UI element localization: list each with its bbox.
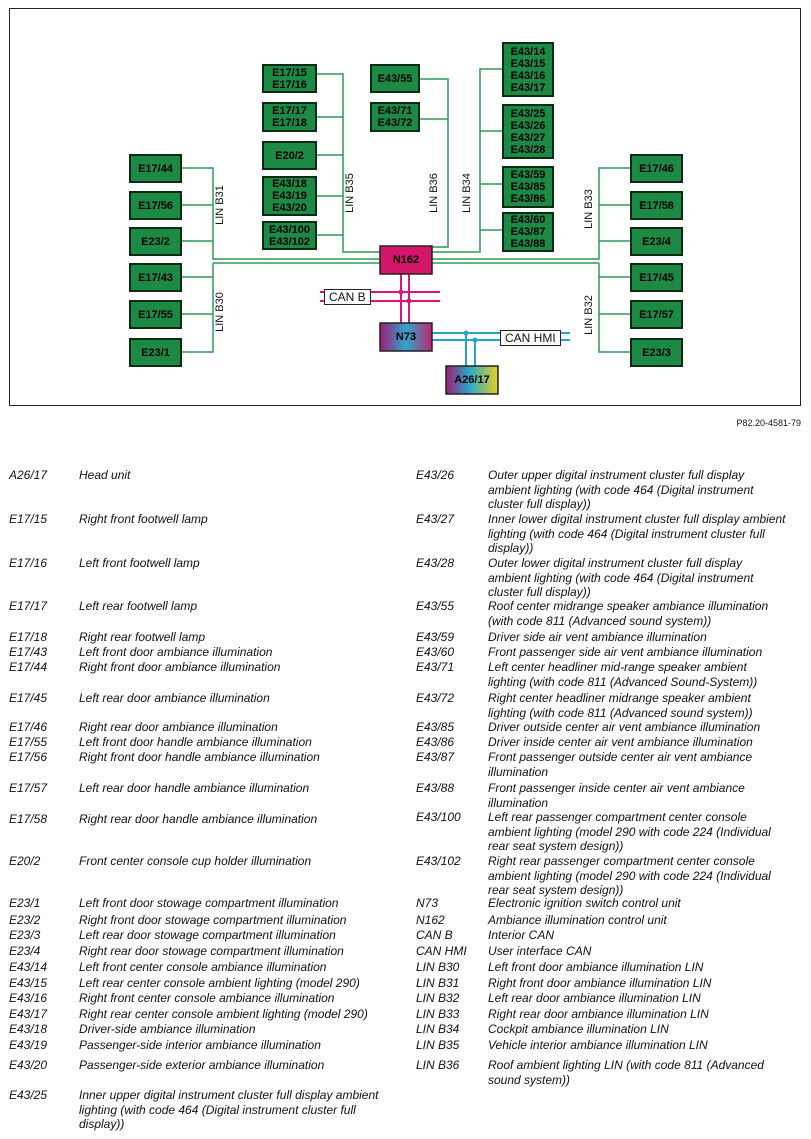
- legend-code: E43/102: [416, 854, 461, 868]
- legend-code: E43/88: [416, 781, 455, 795]
- module-e17-45: [630, 263, 683, 292]
- legend-description: User interface CAN: [488, 944, 592, 958]
- box-line: E17/15: [272, 66, 307, 79]
- box-line: E43/87: [510, 226, 546, 238]
- box-line: E43/14: [510, 45, 546, 58]
- legend-description: Left rear center console ambient lighting (model 290): [79, 976, 360, 990]
- legend-description: Left rear door ambiance illumination LIN: [488, 991, 701, 1005]
- label-can-b: CAN B: [324, 289, 371, 305]
- box-line: E17/18: [272, 117, 307, 129]
- box-line: A26/17: [454, 374, 490, 386]
- legend-code: LIN B30: [416, 960, 460, 974]
- lin-b35-line: [317, 74, 380, 252]
- box-line: E43/59: [510, 169, 546, 181]
- legend-code: N162: [416, 913, 445, 927]
- module-e43-55: [370, 64, 420, 93]
- legend-code: E17/43: [9, 645, 48, 659]
- legend-code: E43/19: [9, 1038, 48, 1052]
- box-line: E43/15: [510, 57, 546, 70]
- box-line: E23/3: [642, 346, 671, 359]
- box-line: E43/26: [510, 119, 546, 132]
- box-line: E17/45: [639, 271, 674, 284]
- module-n73: [380, 323, 432, 351]
- legend-code: LIN B31: [416, 976, 460, 990]
- module-n162: [380, 246, 432, 274]
- box-line: E17/16: [272, 78, 307, 91]
- module-e20-2: [262, 141, 317, 170]
- box-line: E43/25: [510, 107, 546, 120]
- legend-description: Inner upper digital instrument cluster full display ambient lighting (with code 464 (Digital instrument cluster full display)): [79, 1088, 379, 1132]
- label-lin-b35: LIN B35: [343, 173, 356, 213]
- legend-description: Passenger-side exterior ambiance illumination: [79, 1058, 325, 1072]
- legend-code: E43/28: [416, 556, 455, 570]
- legend-code: E43/15: [9, 976, 48, 990]
- legend-description: Left front door ambiance illumination: [79, 645, 273, 659]
- legend-code: E43/17: [9, 1007, 48, 1021]
- label-lin-b33: LIN B33: [582, 189, 595, 229]
- legend-description: Left center headliner mid-range speaker ambient lighting (with code 811 (Advanced Sound-System)): [488, 660, 758, 689]
- legend-description: Left rear door ambiance illumination: [79, 691, 270, 705]
- legend-code: E43/87: [416, 750, 455, 764]
- legend-description: Right front center console ambiance illumination: [79, 991, 335, 1005]
- legend-code: E43/16: [9, 991, 48, 1005]
- legend-description: Left rear passenger compartment center console ambient lighting (model 290 with code 224 (Individual rear seat system design)): [488, 810, 771, 854]
- legend-code: E43/71: [416, 660, 455, 674]
- label-lin-b32: LIN B32: [582, 295, 595, 335]
- legend-code: E23/1: [9, 896, 41, 910]
- legend-description: Passenger-side interior ambiance illumination: [79, 1038, 321, 1052]
- box-line: E17/58: [639, 199, 674, 212]
- legend-description: Vehicle interior ambiance illumination LIN: [488, 1038, 708, 1052]
- legend-code: E23/4: [9, 944, 41, 958]
- box-line: E43/19: [272, 190, 307, 202]
- legend-description: Left front door stowage compartment illumination: [79, 896, 339, 910]
- lin-b34-line: [432, 69, 502, 252]
- legend-description: Right rear center console ambient lighting (model 290): [79, 1007, 368, 1021]
- legend-description: Right rear door ambiance illumination: [79, 720, 278, 734]
- legend-description: Driver side air vent ambiance illumination: [488, 630, 707, 644]
- module-e43-14-17: [502, 42, 554, 97]
- box-line: E20/2: [275, 149, 304, 162]
- module-a26-17: [446, 366, 498, 394]
- module-e43-100-102: [262, 221, 317, 250]
- module-e23-1: [129, 338, 182, 367]
- label-lin-b30: LIN B30: [213, 292, 226, 332]
- box-line: E17/55: [138, 308, 173, 321]
- legend-description: Front passenger inside center air vent ambiance illumination: [488, 781, 745, 810]
- legend-code: LIN B36: [416, 1058, 460, 1072]
- module-e43-71-72: [370, 102, 420, 132]
- legend-code: E43/27: [416, 512, 455, 526]
- box-line: N162: [392, 254, 420, 266]
- legend-code: E43/85: [416, 720, 455, 734]
- legend-description: Driver-side ambiance illumination: [79, 1022, 256, 1036]
- legend-description: Left front center console ambiance illumination: [79, 960, 327, 974]
- legend-description: Cockpit ambiance illumination LIN: [488, 1022, 669, 1036]
- legend-description: Outer lower digital instrument cluster full display ambient lighting (with code 464 (Digital instrument cluster full display)): [488, 556, 754, 600]
- module-e17-46: [630, 154, 683, 183]
- box-line: E43/16: [510, 69, 546, 82]
- box-line: E17/46: [639, 162, 674, 175]
- legend-description: Left rear door handle ambiance illumination: [79, 781, 310, 795]
- box-line: E17/43: [138, 271, 173, 284]
- legend-description: Front passenger outside center air vent ambiance illumination: [488, 750, 753, 779]
- module-e17-17-18: [262, 102, 317, 132]
- module-e17-43: [129, 263, 182, 292]
- legend-code: E17/45: [9, 691, 48, 705]
- legend-description: Inner lower digital instrument cluster full display ambient lighting (with code 464 (Digital instrument cluster full display)): [488, 512, 786, 556]
- module-e43-25-28: [502, 104, 554, 159]
- legend-code: E43/86: [416, 735, 455, 749]
- legend-code: E43/55: [416, 599, 455, 613]
- legend-code: E17/15: [9, 512, 48, 526]
- legend-code: E23/3: [9, 928, 41, 942]
- legend-code: E43/100: [416, 810, 461, 824]
- legend-code: LIN B32: [416, 991, 460, 1005]
- legend-description: Front center console cup holder illumination: [79, 854, 312, 868]
- legend-description: Driver inside center air vent ambiance illumination: [488, 735, 753, 749]
- legend-code: CAN B: [416, 928, 453, 942]
- module-e23-4: [630, 227, 683, 256]
- module-e17-56: [129, 191, 182, 220]
- box-line: E43/27: [510, 131, 546, 144]
- legend-code: A26/17: [9, 468, 48, 482]
- box-line: E43/60: [510, 214, 546, 226]
- legend-code: E17/44: [9, 660, 48, 674]
- legend-description: Interior CAN: [488, 928, 555, 942]
- legend-code: E43/25: [9, 1088, 48, 1102]
- legend-description: Left front door handle ambiance illumination: [79, 735, 312, 749]
- legend-code: E17/58: [9, 812, 48, 826]
- module-e17-58: [630, 191, 683, 220]
- label-can-hmi: CAN HMI: [500, 330, 561, 346]
- legend-code: N73: [416, 896, 439, 910]
- legend-description: Left front footwell lamp: [79, 556, 200, 570]
- module-e17-55: [129, 300, 182, 329]
- legend-code: E17/56: [9, 750, 48, 764]
- legend-code: E17/16: [9, 556, 48, 570]
- box-line: E17/44: [138, 162, 173, 175]
- label-lin-b31: LIN B31: [213, 185, 226, 225]
- legend-code: E43/59: [416, 630, 455, 644]
- label-lin-b34: LIN B34: [460, 173, 473, 213]
- legend-description: Right front door stowage compartment illumination: [79, 913, 347, 927]
- box-line: N73: [395, 331, 417, 343]
- legend-code: E17/17: [9, 599, 48, 613]
- box-line: E43/20: [272, 202, 307, 214]
- box-line: E17/57: [639, 308, 674, 321]
- legend-description: Left rear door stowage compartment illumination: [79, 928, 336, 942]
- legend-code: E17/55: [9, 735, 48, 749]
- box-line: E43/85: [510, 181, 546, 193]
- legend-code: E43/18: [9, 1022, 48, 1036]
- legend-description: Left rear footwell lamp: [79, 599, 198, 613]
- legend-description: Roof ambient lighting LIN (with code 811 (Advanced sound system)): [488, 1058, 764, 1087]
- legend-code: E17/18: [9, 630, 48, 644]
- legend-description: Ambiance illumination control unit: [488, 913, 667, 927]
- box-line: E43/17: [510, 81, 546, 94]
- legend-code: LIN B34: [416, 1022, 460, 1036]
- box-line: E43/18: [272, 178, 307, 190]
- lin-b36-line: [420, 79, 448, 247]
- box-line: E43/102: [269, 235, 310, 248]
- legend-description: Right front door handle ambiance illumination: [79, 750, 320, 764]
- box-line: E43/86: [510, 193, 546, 205]
- box-line: E43/55: [377, 72, 413, 85]
- module-e17-57: [630, 300, 683, 329]
- module-e43-59-86: [502, 166, 554, 208]
- legend-description: Right rear door ambiance illumination LIN: [488, 1007, 709, 1021]
- box-line: E43/28: [510, 143, 546, 156]
- legend-description: Right rear footwell lamp: [79, 630, 206, 644]
- legend-code: E43/14: [9, 960, 48, 974]
- module-e43-18-20: [262, 176, 317, 216]
- box-line: E23/2: [141, 235, 170, 248]
- legend-code: E20/2: [9, 854, 41, 868]
- legend-code: E43/26: [416, 468, 455, 482]
- box-line: E43/71: [377, 105, 413, 117]
- legend-description: Right rear passenger compartment center console ambient lighting (model 290 with code 224 (Individual rear seat system design)): [488, 854, 771, 898]
- legend-description: Outer upper digital instrument cluster full display ambient lighting (with code 464 (Digital instrument cluster full display)): [488, 468, 754, 512]
- box-line: E17/17: [272, 105, 307, 117]
- figure-reference: P82.20-4581-79: [736, 418, 801, 428]
- wiring-diagram: [9, 8, 801, 406]
- legend-description: Right center headliner midrange speaker ambient lighting (with code 811 (Advanced sound system)): [488, 691, 753, 720]
- legend-code: E43/72: [416, 691, 455, 705]
- legend-description: Roof center midrange speaker ambiance illumination (with code 811 (Advanced sound system)): [488, 599, 769, 628]
- box-line: E23/1: [141, 346, 170, 359]
- legend-code: E43/20: [9, 1058, 48, 1072]
- module-e23-2: [129, 227, 182, 256]
- box-line: E17/56: [138, 199, 173, 212]
- module-e17-15-16: [262, 64, 317, 93]
- legend-description: Right front door ambiance illumination: [79, 660, 281, 674]
- box-line: E43/100: [269, 223, 310, 236]
- module-e17-44: [129, 154, 182, 183]
- legend-description: Right front footwell lamp: [79, 512, 208, 526]
- legend-description: Right front door ambiance illumination LIN: [488, 976, 712, 990]
- legend-description: Front passenger side air vent ambiance illumination: [488, 645, 763, 659]
- box-line: E23/4: [642, 235, 671, 248]
- legend-description: Driver outside center air vent ambiance illumination: [488, 720, 761, 734]
- module-e23-3: [630, 338, 683, 367]
- legend-description: Head unit: [79, 468, 131, 482]
- label-lin-b36: LIN B36: [427, 173, 440, 213]
- legend-description: Right rear door handle ambiance illumination: [79, 812, 318, 826]
- legend-code: E43/60: [416, 645, 455, 659]
- box-line: E43/72: [377, 117, 413, 129]
- legend-code: CAN HMI: [416, 944, 467, 958]
- legend-code: E17/46: [9, 720, 48, 734]
- legend-code: LIN B35: [416, 1038, 460, 1052]
- legend-description: Electronic ignition switch control unit: [488, 896, 681, 910]
- legend-description: Left front door ambiance illumination LIN: [488, 960, 704, 974]
- legend-code: E17/57: [9, 781, 48, 795]
- module-e43-60-88: [502, 212, 554, 252]
- legend-description: Right rear door stowage compartment illumination: [79, 944, 344, 958]
- legend-code: E23/2: [9, 913, 41, 927]
- legend-code: LIN B33: [416, 1007, 460, 1021]
- box-line: E43/88: [510, 238, 546, 250]
